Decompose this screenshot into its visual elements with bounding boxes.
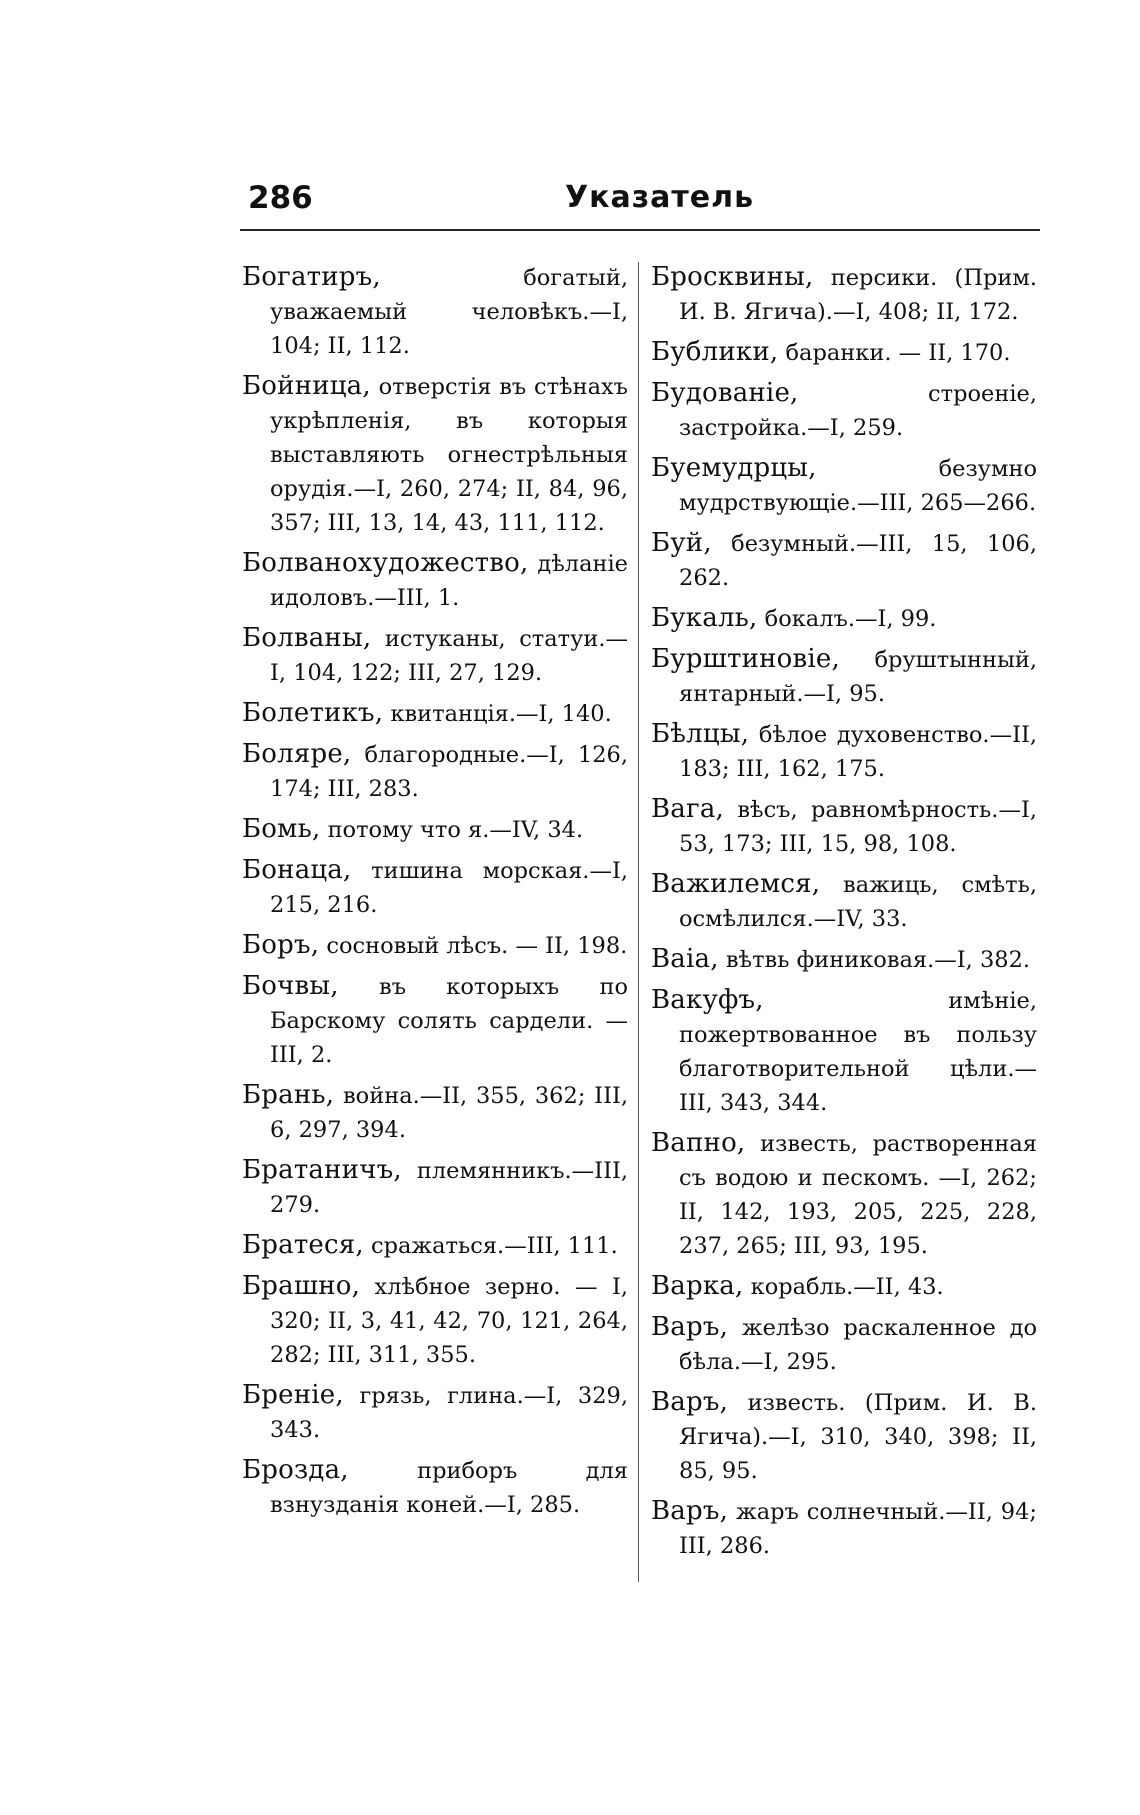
- entry-definition: хлѣбное зерно. — I, 320; II, 3, 41, 42, 70, 121, 264, 282; III, 311, 355.: [270, 1274, 628, 1368]
- entry-headword: Боръ,: [242, 930, 320, 960]
- running-title: Указатель: [565, 180, 755, 215]
- entry-definition: грязь, глина.—I, 329, 343.: [270, 1383, 628, 1443]
- entry-headword: Ваіа,: [651, 944, 719, 974]
- index-entry: [242, 1153, 628, 1222]
- entry-headword: Бросквины,: [651, 262, 814, 292]
- index-entry: [242, 853, 628, 922]
- entry-headword: Вапно,: [651, 1128, 746, 1158]
- index-entry: [242, 1453, 628, 1522]
- index-entry: [242, 260, 628, 363]
- entry-definition: богатый, уважаемый человѣкъ.—I, 104; II, 112.: [270, 265, 628, 359]
- entry-definition: строеніе, застройка.—I, 259.: [679, 381, 1037, 441]
- entry-headword: Бойница,: [242, 371, 371, 401]
- index-entry: [242, 696, 628, 731]
- entry-headword: Брань,: [242, 1080, 335, 1110]
- index-entry: [242, 812, 628, 847]
- entry-definition: вѣтвь финиковая.—I, 382.: [725, 947, 1031, 973]
- index-entry: [242, 1269, 628, 1372]
- entry-definition: корабль.—II, 43.: [750, 1274, 944, 1300]
- entry-headword: Бонаца,: [242, 855, 352, 885]
- index-entry: [651, 642, 1037, 711]
- index-entry: [242, 737, 628, 806]
- index-entry: [651, 451, 1037, 520]
- entry-definition: тишина морская.—I, 215, 216.: [270, 858, 628, 918]
- index-entry: [651, 1494, 1037, 1563]
- index-entry: [651, 601, 1037, 636]
- entry-definition: баранки. — II, 170.: [785, 340, 1011, 366]
- entry-definition: жаръ солнечный.—II, 94; III, 286.: [679, 1499, 1037, 1559]
- index-entry: [242, 546, 628, 615]
- entry-definition: квитанція.—I, 140.: [390, 701, 612, 727]
- entry-headword: Будованіе,: [651, 378, 799, 408]
- entry-definition: приборъ для взнузданія коней.—I, 285.: [270, 1458, 628, 1518]
- entry-definition: сражаться.—III, 111.: [371, 1233, 618, 1259]
- entry-headword: Болванохудожество,: [242, 548, 529, 578]
- index-column-left: [242, 260, 628, 1528]
- index-entry: [242, 621, 628, 690]
- entry-headword: Братеся,: [242, 1230, 364, 1260]
- entry-definition: желѣзо раскаленное до бѣла.—I, 295.: [679, 1315, 1037, 1375]
- index-entry: [651, 260, 1037, 329]
- entry-headword: Варъ,: [651, 1312, 729, 1342]
- entry-headword: Боляре,: [242, 739, 352, 769]
- entry-definition: въ которыхъ по Барскому солять сардели. — III, 2.: [270, 974, 629, 1068]
- index-entry: [651, 526, 1037, 595]
- entry-headword: Бреніе,: [242, 1380, 344, 1410]
- entry-headword: Варъ,: [651, 1387, 729, 1417]
- entry-headword: Варка,: [651, 1271, 744, 1301]
- entry-definition: бруштынный, янтарный.—I, 95.: [679, 647, 1037, 707]
- entry-headword: Букаль,: [651, 603, 758, 633]
- index-entry: [651, 1126, 1037, 1263]
- index-entry: [242, 1228, 628, 1263]
- page-number: 286: [248, 180, 313, 216]
- index-entry: [651, 942, 1037, 977]
- entry-definition: дѣланіе идоловъ.—III, 1.: [270, 551, 628, 611]
- entry-definition: известь, растворенная съ водою и пескомъ. —I, 262; II, 142, 193, 205, 225, 228, 237, 265; III, 93, 195.: [679, 1131, 1037, 1259]
- entry-headword: Брашно,: [242, 1271, 361, 1301]
- entry-headword: Брозда,: [242, 1455, 349, 1485]
- entry-definition: истуканы, статуи.—I, 104, 122; III, 27, 129.: [270, 626, 628, 686]
- entry-definition: племянникъ.—III, 279.: [270, 1158, 628, 1218]
- page-header: [240, 180, 1040, 232]
- entry-headword: Бурштиновіе,: [651, 644, 840, 674]
- entry-definition: сосновый лѣсъ. — II, 198.: [326, 933, 628, 959]
- entry-headword: Братаничъ,: [242, 1155, 402, 1185]
- entry-definition: благородные.—I, 126, 174; III, 283.: [270, 742, 628, 802]
- entry-definition: вѣсъ, равномѣрность.—I, 53, 173; III, 15, 98, 108.: [679, 797, 1037, 857]
- entry-headword: Важилемся,: [651, 869, 821, 899]
- entry-definition: безумно мудрствующіе.—III, 265—266.: [679, 456, 1037, 516]
- index-entry: [242, 1378, 628, 1447]
- index-entry: [651, 1310, 1037, 1379]
- entry-headword: Бочвы,: [242, 971, 339, 1001]
- index-entry: [242, 1078, 628, 1147]
- entry-definition: война.—II, 355, 362; III, 6, 297, 394.: [270, 1083, 628, 1143]
- entry-definition: бокалъ.—I, 99.: [764, 606, 937, 632]
- index-entry: [651, 376, 1037, 445]
- entry-definition: бѣлое духовенство.—II, 183; III, 162, 175.: [679, 722, 1037, 782]
- entry-headword: Буй,: [651, 528, 712, 558]
- entry-headword: Вакуфъ,: [651, 985, 764, 1015]
- header-rule: [240, 229, 1040, 231]
- entry-definition: известь. (Прим. И. В. Ягича).—I, 310, 340, 398; II, 85, 95.: [679, 1390, 1037, 1484]
- entry-definition: потому что я.—IV, 34.: [327, 817, 584, 843]
- entry-headword: Буемудрцы,: [651, 453, 817, 483]
- index-entry: [651, 1385, 1037, 1488]
- index-entry: [242, 369, 628, 540]
- entry-headword: Болетикъ,: [242, 698, 384, 728]
- entry-headword: Варъ,: [651, 1496, 729, 1526]
- index-entry: [651, 717, 1037, 786]
- entry-headword: Бублики,: [651, 337, 779, 367]
- entry-definition: важиць, смѣть, осмѣлился.—IV, 33.: [679, 872, 1037, 932]
- entry-headword: Вага,: [651, 794, 724, 824]
- entry-headword: Болваны,: [242, 623, 372, 653]
- entry-definition: персики. (Прим. И. В. Ягича).—I, 408; II, 172.: [679, 265, 1037, 325]
- entry-headword: Бомь,: [242, 814, 321, 844]
- index-entry: [651, 983, 1037, 1120]
- entry-definition: отверстія въ стѣнахъ укрѣпленія, въ которыя выставляють огнестрѣльныя орудія.—I, 260, 274; II, 84, 96, 357; III, 13, 14, 43, 111, 112.: [270, 374, 629, 536]
- index-entry: [242, 969, 628, 1072]
- index-entry: [651, 1269, 1037, 1304]
- index-entry: [651, 867, 1037, 936]
- index-entry: [651, 335, 1037, 370]
- column-divider: [638, 262, 639, 1582]
- index-column-right: [651, 260, 1037, 1569]
- entry-headword: Бѣлцы,: [651, 719, 750, 749]
- entry-headword: Богатиръ,: [242, 262, 381, 292]
- entry-definition: имѣніе, пожертвованное въ пользу благотворительной цѣли.—III, 343, 344.: [679, 988, 1037, 1116]
- entry-definition: безумный.—III, 15, 106, 262.: [679, 531, 1037, 591]
- index-entry: [651, 792, 1037, 861]
- index-entry: [242, 928, 628, 963]
